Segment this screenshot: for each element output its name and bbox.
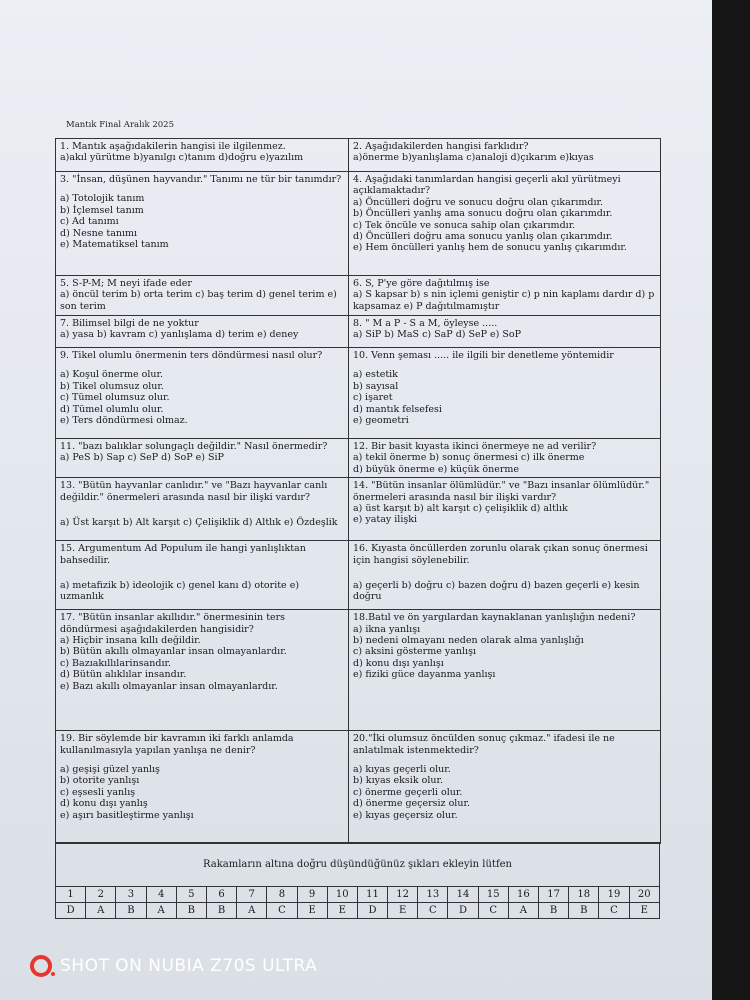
question-text: 3. "İnsan, düşünen hayvandır." Tanımı ne tür bir tanımdır? bbox=[60, 174, 342, 185]
answer-option: a) geçerli b) doğru c) bazen doğru d) bazen geçerli e) kesin doğru bbox=[353, 579, 640, 603]
question-text: 5. S-P-M; M neyi ifade eder bbox=[60, 278, 192, 289]
question-text: 2. Aşağıdakilerden hangisi farklıdır? bbox=[353, 141, 529, 152]
question-cell bbox=[349, 731, 661, 844]
answer-option: b) sayısal bbox=[353, 380, 399, 392]
question-text: 17. "Bütün insanlar akıllıdır." önermesinin ters döndürmesi aşağıdakilerden hangisidir? bbox=[60, 612, 286, 635]
question-text: 20."İki olumsuz öncülden sonuç çıkmaz." ifadesi ile ne anlatılmak istenmektedir? bbox=[353, 733, 615, 756]
question-cell bbox=[56, 731, 349, 844]
question-text: 18.Batıl ve ön yargılardan kaynaklanan yanlışlığın nedeni? bbox=[353, 612, 636, 624]
answer-option: a) kıyas geçerli olur. bbox=[353, 763, 451, 775]
question-text: 16. Kıyasta öncüllerden zorunlu olarak çıkan sonuç önermesi için hangisi söylenebilir. bbox=[353, 543, 648, 566]
question-cell bbox=[349, 478, 661, 541]
answer-option: d) önerme geçersiz olur. bbox=[353, 798, 470, 810]
question-cell bbox=[349, 348, 661, 439]
answer-letter-cell: B bbox=[176, 903, 206, 919]
answer-letter-cell: A bbox=[146, 903, 176, 919]
answer-option: c) Tek öncüle ve sonuca sahip olan çıkarımdır. bbox=[353, 219, 576, 231]
question-text: 1. Mantık aşağıdakilerin hangisi ile ilgilenmez. bbox=[60, 141, 286, 152]
answer-grid bbox=[55, 886, 660, 919]
answer-letter-cell: B bbox=[569, 903, 599, 919]
answer-option: c) Bazıakıllılarinsandır. bbox=[60, 657, 172, 669]
answer-number-cell: 7 bbox=[237, 887, 267, 903]
camera-watermark bbox=[30, 955, 317, 977]
question-text: 14. "Bütün insanlar ölümlüdür." ve "Bazı insanlar ölümlüdür." önermeleri arasında nasıl bir ilişki vardır? bbox=[353, 480, 650, 503]
question-cell bbox=[56, 316, 349, 348]
question-text: 4. Aşağıdaki tanımlardan hangisi geçerli akıl yürütmeyi açıklamaktadır? bbox=[353, 174, 621, 197]
answer-option: b) nedeni olmayanı neden olarak alma yanlışlığı bbox=[353, 634, 584, 646]
answer-number-cell: 6 bbox=[206, 887, 236, 903]
answer-option: e) kıyas geçersiz olur. bbox=[353, 809, 458, 821]
question-cell bbox=[56, 139, 349, 172]
question-text: 7. Bilimsel bilgi de ne yoktur bbox=[60, 318, 199, 329]
question-cell bbox=[349, 172, 661, 276]
answer-number-cell: 3 bbox=[116, 887, 146, 903]
answer-letter-cell: C bbox=[267, 903, 297, 919]
question-text: 19. Bir söylemde bir kavramın iki farklı anlamda kullanılmasıyla yapılan yanlışa ne denir? bbox=[60, 733, 294, 756]
answer-option: a) tekil önerme b) sonuç önermesi c) ilk önerme bbox=[353, 452, 585, 464]
answer-option: d) Tümel olumlu olur. bbox=[60, 403, 164, 415]
answer-letter-cell: E bbox=[388, 903, 418, 919]
question-cell bbox=[349, 610, 661, 731]
question-cell bbox=[56, 348, 349, 439]
answer-option: b) otorite yanlışı bbox=[60, 775, 140, 787]
answer-instruction: Rakamların altına doğru düşündüğünüz şıkları ekleyin lütfen bbox=[55, 842, 660, 886]
question-cell bbox=[349, 439, 661, 478]
answer-number-cell: 20 bbox=[629, 887, 659, 903]
answer-number-cell: 15 bbox=[478, 887, 508, 903]
answer-number-cell: 8 bbox=[267, 887, 297, 903]
answer-option: e) fiziki güce dayanma yanlışı bbox=[353, 669, 496, 681]
answer-letter-cell: C bbox=[478, 903, 508, 919]
answer-option: a) üst karşıt b) alt karşıt c) çelişiklik d) altlık bbox=[353, 502, 568, 514]
answer-option: c) Ad tanımı bbox=[60, 216, 119, 228]
answer-option: d) büyük önerme e) küçük önerme bbox=[353, 463, 519, 475]
answer-letter-cell: E bbox=[297, 903, 327, 919]
answer-number-cell: 18 bbox=[569, 887, 599, 903]
answer-option: e) Ters döndürmesi olmaz. bbox=[60, 414, 188, 426]
answer-letter-cell: B bbox=[206, 903, 236, 919]
answer-number-cell: 11 bbox=[357, 887, 387, 903]
answer-letter-cell: D bbox=[56, 903, 86, 919]
answer-letter-cell: A bbox=[237, 903, 267, 919]
question-cell bbox=[56, 172, 349, 276]
answer-option: a) Hiçbir insana kıllı değildir. bbox=[60, 634, 201, 646]
answer-number-cell: 13 bbox=[418, 887, 448, 903]
answer-option: e) Matematiksel tanım bbox=[60, 238, 169, 250]
answer-option: e) geometri bbox=[353, 414, 409, 426]
answer-letter-cell: C bbox=[599, 903, 629, 919]
answer-option: a) yasa b) kavram c) yanlışlama d) terim e) deney bbox=[60, 329, 299, 341]
question-text: 12. Bir basit kıyasta ikinci önermeye ne ad verilir? bbox=[353, 441, 597, 452]
answer-option: c) eşsesli yanlış bbox=[60, 786, 136, 798]
answer-number-cell: 17 bbox=[539, 887, 569, 903]
answer-option: a) ikna yanlışı bbox=[353, 623, 421, 635]
answer-letter-row bbox=[56, 903, 660, 919]
answer-option: a) öncül terim b) orta terim c) baş terim d) genel terim e) son terim bbox=[60, 289, 337, 312]
answer-option: a) Totolojik tanım bbox=[60, 193, 145, 205]
answer-letter-cell: A bbox=[86, 903, 116, 919]
answer-number-cell: 14 bbox=[448, 887, 478, 903]
question-text: 6. S, P'ye göre dağıtılmış ise bbox=[353, 278, 490, 289]
answer-option: a) Üst karşıt b) Alt karşıt c) Çelişiklik d) Altlık e) Özdeşlik bbox=[60, 516, 338, 528]
answer-option: b) Tikel olumsuz olur. bbox=[60, 380, 164, 392]
answer-option: a) metafizik b) ideolojik c) genel kanı d) otorite e) uzmanlık bbox=[60, 579, 300, 603]
answer-option: d) konu dışı yanlış bbox=[60, 798, 148, 810]
answer-option: a) geşişi güzel yanlış bbox=[60, 763, 160, 775]
answer-option: a) Öncülleri doğru ve sonucu doğru olan çıkarımdır. bbox=[353, 196, 604, 208]
page-title: Mantık Final Aralık 2025 bbox=[66, 120, 175, 130]
answer-option: c) Tümel olumsuz olur. bbox=[60, 392, 170, 404]
answer-option: b) İçlemsel tanım bbox=[60, 204, 144, 216]
answer-option: b) Bütün akıllı olmayanlar insan olmayanlardır. bbox=[60, 646, 287, 658]
answer-number-row bbox=[56, 887, 660, 903]
question-cell bbox=[56, 276, 349, 316]
answer-letter-cell: B bbox=[116, 903, 146, 919]
question-cell bbox=[349, 541, 661, 610]
answer-letter-cell: E bbox=[327, 903, 357, 919]
answer-number-cell: 19 bbox=[599, 887, 629, 903]
answer-option: d) Nesne tanımı bbox=[60, 227, 138, 239]
watermark-text: SHOT ON NUBIA Z70S ULTRA bbox=[60, 956, 318, 976]
question-cell bbox=[349, 316, 661, 348]
answer-letter-cell: B bbox=[539, 903, 569, 919]
answer-option: a)önerme b)yanlışlama c)analoji d)çıkarım e)kıyas bbox=[353, 152, 594, 164]
answer-number-cell: 9 bbox=[297, 887, 327, 903]
answer-option: d) mantık felsefesi bbox=[353, 403, 442, 415]
answer-option: e) aşırı basitleştirme yanlışı bbox=[60, 809, 194, 821]
answer-option: a) Koşul önerme olur. bbox=[60, 369, 164, 381]
answer-option: b) Öncülleri yanlış ama sonucu doğru olan çıkarımdır. bbox=[353, 208, 613, 220]
question-cell bbox=[56, 478, 349, 541]
answer-option: a) SiP b) MaS c) SaP d) SeP e) SoP bbox=[353, 329, 522, 341]
answer-letter-cell: D bbox=[448, 903, 478, 919]
question-cell bbox=[349, 276, 661, 316]
answer-option: a) S kapsar b) s nin içlemi geniştir c) p nin kaplamı dardır d) p kapsamaz e) P dağıtılmamıştır bbox=[353, 289, 655, 312]
question-cell bbox=[56, 541, 349, 610]
question-text: 9. Tikel olumlu önermenin ters döndürmesi nasıl olur? bbox=[60, 350, 323, 361]
answer-number-cell: 16 bbox=[508, 887, 538, 903]
answer-number-cell: 4 bbox=[146, 887, 176, 903]
answer-option: c) aksini gösterme yanlışı bbox=[353, 646, 477, 658]
answer-letter-cell: C bbox=[418, 903, 448, 919]
questions-table bbox=[55, 138, 661, 844]
answer-letter-cell: A bbox=[508, 903, 538, 919]
answer-option: e) Hem öncülleri yanlış hem de sonucu yanlış çıkarımdır. bbox=[353, 242, 627, 254]
answer-number-cell: 1 bbox=[56, 887, 86, 903]
answer-option: e) Bazı akıllı olmayanlar insan olmayanlardır. bbox=[60, 680, 278, 692]
question-text: 15. Argumentum Ad Populum ile hangi yanlışlıktan bahsedilir. bbox=[60, 543, 306, 566]
answer-number-cell: 2 bbox=[86, 887, 116, 903]
answer-number-cell: 12 bbox=[388, 887, 418, 903]
answer-letter-cell: D bbox=[357, 903, 387, 919]
answer-option: c) işaret bbox=[353, 392, 393, 404]
answer-option: c) önerme geçerli olur. bbox=[353, 786, 463, 798]
answer-number-cell: 5 bbox=[176, 887, 206, 903]
answer-option: d) konu dışı yanlışı bbox=[353, 657, 444, 669]
question-cell bbox=[56, 610, 349, 731]
question-cell bbox=[56, 439, 349, 478]
question-text: 13. "Bütün hayvanlar canlıdır." ve "Bazı hayvanlar canlı değildir." önermeleri arasında nasıl bir ilişki vardır? bbox=[60, 480, 328, 503]
answer-option: a)akıl yürütme b)yanılgı c)tanım d)doğru e)yazılım bbox=[60, 152, 304, 164]
question-text: 10. Venn şeması ..... ile ilgili bir denetleme yöntemidir bbox=[353, 350, 614, 361]
nubia-logo-icon bbox=[30, 955, 52, 977]
answer-option: b) kıyas eksik olur. bbox=[353, 775, 443, 787]
answer-option: a) estetik bbox=[353, 369, 398, 381]
answer-letter-cell: E bbox=[629, 903, 659, 919]
answer-option: a) PeS b) Sap c) SeP d) SoP e) SiP bbox=[60, 452, 224, 464]
answer-number-cell: 10 bbox=[327, 887, 357, 903]
answer-option: d) Bütün alıklılar insandır. bbox=[60, 669, 187, 681]
question-cell bbox=[349, 139, 661, 172]
answer-option: e) yatay ilişki bbox=[353, 514, 418, 526]
answer-option: d) Öncülleri doğru ama sonucu yanlış olan çıkarımdır. bbox=[353, 230, 613, 242]
question-text: 8. " M a P - S a M, öyleyse ..... bbox=[353, 318, 498, 329]
question-text: 11. "bazı balıklar solungaçlı değildir." Nasıl önermedir? bbox=[60, 441, 328, 452]
